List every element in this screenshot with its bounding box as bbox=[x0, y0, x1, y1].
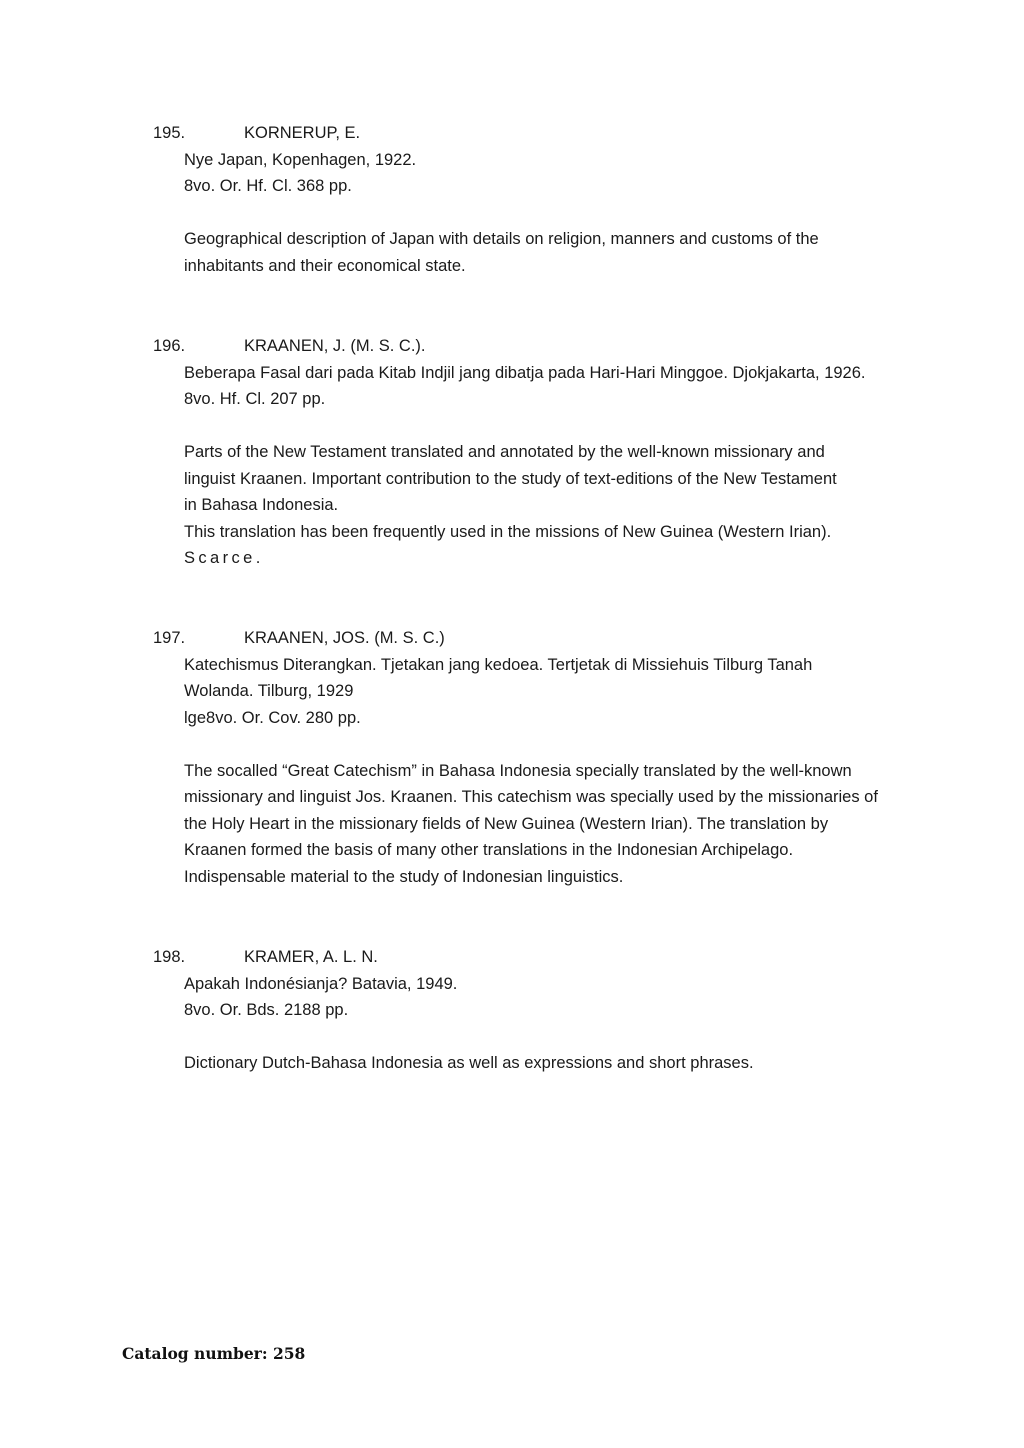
entry-description-line: Dictionary Dutch-Bahasa Indonesia as well as expressions and short phrases. bbox=[184, 1054, 754, 1072]
entry-header bbox=[153, 944, 913, 971]
entry-biblio-line: Beberapa Fasal dari pada Kitab Indjil jang dibatja pada Hari-Hari Minggoe. Djokjakarta, 1926. bbox=[184, 363, 866, 382]
paragraph-gap bbox=[184, 413, 913, 440]
catalog-number-footer: Catalog number: 258 bbox=[122, 1344, 306, 1363]
entry-biblio-line: Nye Japan, Kopenhagen, 1922. bbox=[184, 150, 417, 169]
entry-biblio-line: 8vo. Hf. Cl. 207 pp. bbox=[184, 390, 326, 408]
catalog-entry bbox=[153, 333, 913, 572]
entry-body bbox=[184, 147, 913, 280]
entry-description-line: missionary and linguist Jos. Kraanen. This catechism was specially used by the missionaries of bbox=[184, 788, 878, 806]
entry-biblio-line: lge8vo. Or. Cov. 280 pp. bbox=[184, 708, 361, 727]
entry-author: KRAANEN, JOS. (M. S. C.) bbox=[244, 629, 445, 647]
entry-number: 195. bbox=[153, 124, 186, 142]
entry-body bbox=[184, 360, 913, 572]
entry-author: KRAANEN, J. (M. S. C.). bbox=[244, 337, 426, 355]
entry-biblio-line: 8vo. Or. Bds. 2188 pp. bbox=[184, 1001, 349, 1019]
entry-number: 196. bbox=[153, 337, 186, 355]
entry-description-line: Kraanen formed the basis of many other translations in the Indonesian Archipelago. bbox=[184, 841, 794, 859]
entry-description-line: The socalled “Great Catechism” in Bahasa Indonesia specially translated by the well-known bbox=[184, 761, 852, 780]
entry-biblio-line: Katechismus Diterangkan. Tjetakan jang kedoea. Tertjetak di Missiehuis Tilburg Tanah bbox=[184, 655, 813, 674]
paragraph-gap bbox=[184, 1024, 913, 1051]
entry-description-line: the Holy Heart in the missionary fields of New Guinea (Western Irian). The translation by bbox=[184, 814, 829, 833]
entry-author: KRAMER, A. L. N. bbox=[244, 948, 378, 966]
entry-description-line: Indispensable material to the study of Indonesian linguistics. bbox=[184, 867, 624, 886]
entry-body bbox=[184, 971, 913, 1077]
entry-description-line: in Bahasa Indonesia. bbox=[184, 496, 339, 514]
entry-description-line: Parts of the New Testament translated and annotated by the well-known missionary and bbox=[184, 443, 825, 461]
paragraph-gap bbox=[184, 731, 913, 758]
catalog-entry bbox=[153, 625, 913, 890]
entry-description-line: linguist Kraanen. Important contribution to the study of text-editions of the New Testament bbox=[184, 469, 837, 488]
entry-author: KORNERUP, E. bbox=[244, 124, 361, 142]
entry-description-line: This translation has been frequently used in the missions of New Guinea (Western Irian). bbox=[184, 522, 832, 541]
entry-body bbox=[184, 652, 913, 891]
entry-header bbox=[153, 625, 913, 652]
entry-header bbox=[153, 333, 913, 360]
entry-scarcity-note: Scarce. bbox=[184, 549, 264, 567]
entry-biblio-line: 8vo. Or. Hf. Cl. 368 pp. bbox=[184, 177, 352, 195]
catalog-entry bbox=[153, 120, 913, 279]
entry-biblio-line: Wolanda. Tilburg, 1929 bbox=[184, 682, 354, 700]
entry-description-line: inhabitants and their economical state. bbox=[184, 256, 466, 275]
catalog-entry bbox=[153, 944, 913, 1077]
paragraph-gap bbox=[184, 200, 913, 227]
entry-biblio-line: Apakah Indonésianja? Batavia, 1949. bbox=[184, 974, 458, 993]
entry-number: 198. bbox=[153, 948, 186, 966]
entry-header bbox=[153, 120, 913, 147]
entry-number: 197. bbox=[153, 629, 186, 647]
entry-description-line: Geographical description of Japan with details on religion, manners and customs of the bbox=[184, 230, 819, 248]
